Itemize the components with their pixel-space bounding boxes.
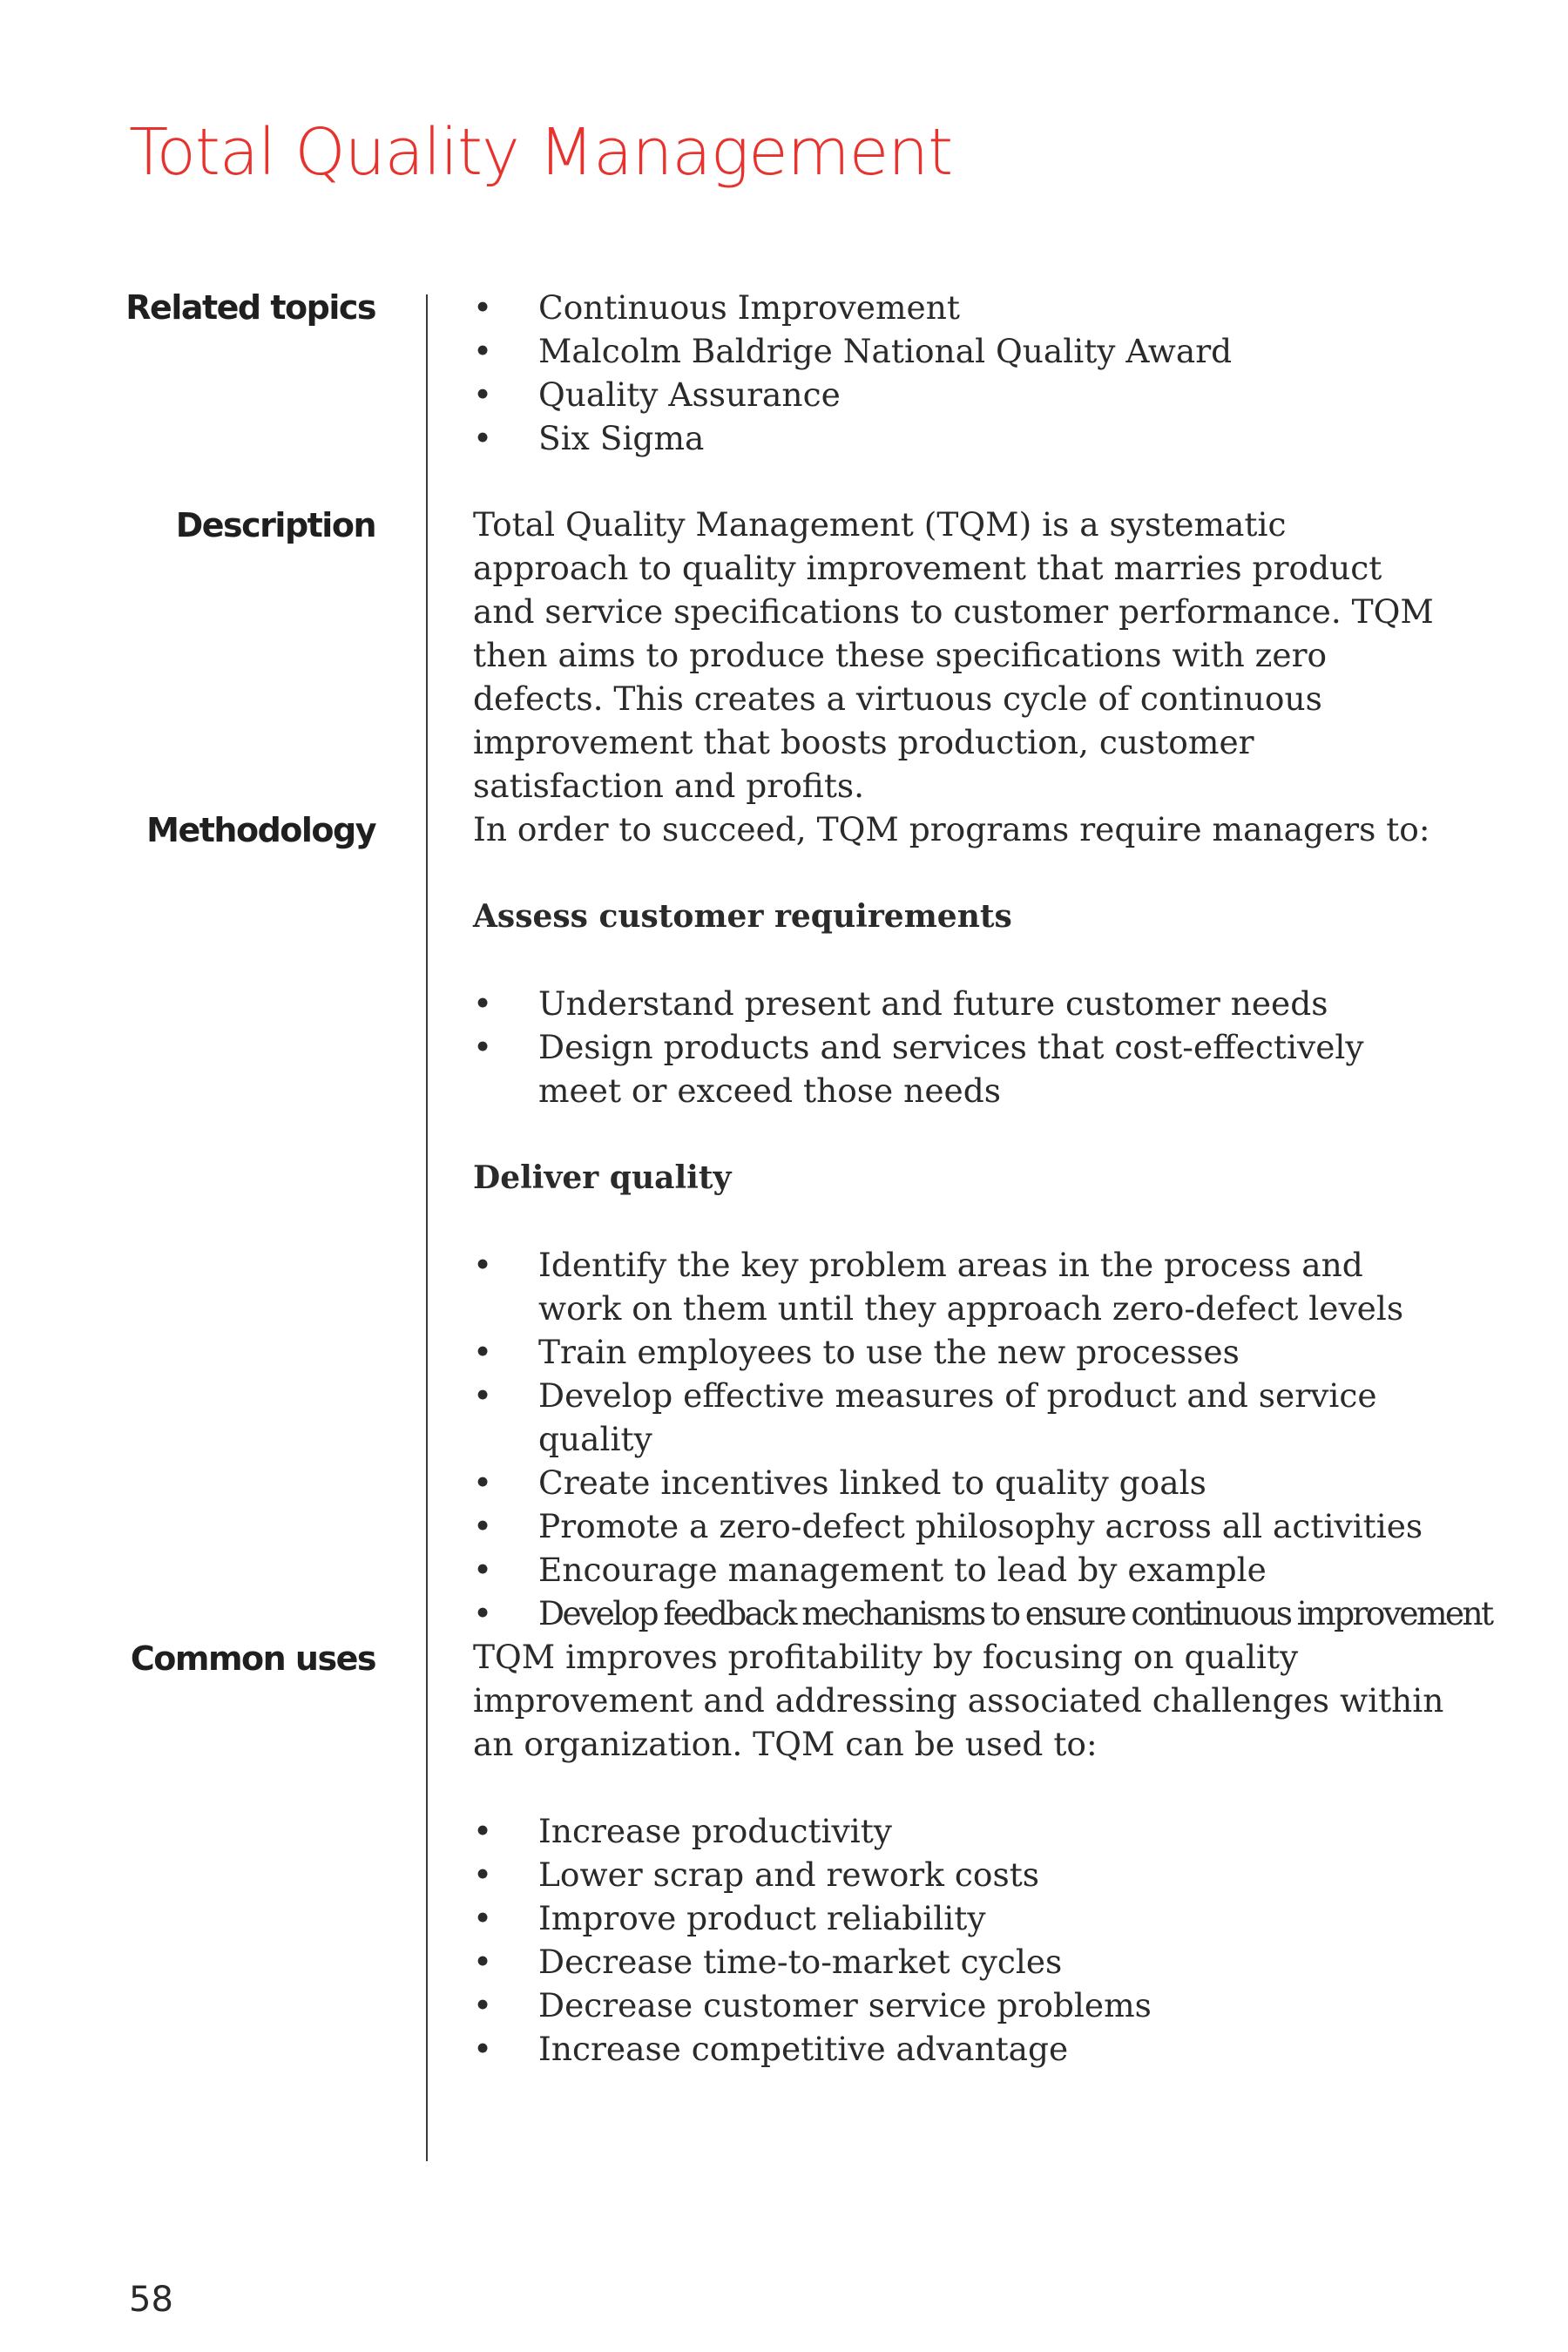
description-text: Total Quality Management (TQM) is a systematic approach to quality improvement that marries product and service specifications to customer performance. TQM then aims to produce these specifications with zero defects. This creates a virtuous cycle of continuous improvement that boosts production, customer satisfaction and profits.	[473, 505, 1434, 805]
label-description: Description	[175, 506, 375, 544]
label-related-topics: Related topics	[125, 288, 375, 327]
deliver-list	[473, 1243, 1492, 1635]
bullet-icon: •	[473, 1812, 493, 1850]
bullet-icon: •	[473, 1376, 493, 1415]
list-item: • Lower scrap and rework costs	[473, 1853, 1449, 1896]
label-methodology: Methodology	[146, 811, 375, 849]
bullet-icon: •	[473, 375, 493, 414]
list-item: • Create incentives linked to quality goals	[473, 1461, 1449, 1504]
methodology-intro: In order to succeed, TQM programs require managers to:	[473, 810, 1430, 848]
bullet-icon: •	[473, 1463, 493, 1502]
bullet-icon: •	[473, 1507, 493, 1545]
section-divider-line	[426, 294, 428, 2161]
bullet-icon: •	[473, 1943, 493, 1981]
list-item: • Increase productivity	[473, 1809, 1449, 1853]
list-item: • Six Sigma	[473, 416, 1449, 460]
bullet-icon: •	[473, 288, 493, 327]
bullet-icon: •	[473, 2030, 493, 2068]
related-topics-list	[473, 286, 1449, 460]
list-item: • Design products and services that cost-effectively meet or exceed those needs	[473, 1025, 1449, 1112]
list-item: • Decrease customer service problems	[473, 1984, 1449, 2027]
list-item: • Continuous Improvement	[473, 286, 1449, 329]
bullet-icon: •	[473, 332, 493, 370]
deliver-heading: Deliver quality	[473, 1159, 732, 1196]
page-title: Total Quality Management	[129, 115, 953, 190]
bullet-icon: •	[473, 984, 493, 1023]
assess-heading: Assess customer requirements	[473, 898, 1012, 935]
list-item: • Improve product reliability	[473, 1896, 1449, 1940]
list-item: • Understand present and future customer needs	[473, 982, 1449, 1025]
list-item: • Increase competitive advantage	[473, 2027, 1449, 2071]
label-common-uses: Common uses	[130, 1639, 375, 1678]
bullet-icon: •	[473, 1028, 493, 1066]
bullet-icon: •	[473, 1855, 493, 1894]
list-item: • Develop effective measures of product and service quality	[473, 1374, 1449, 1461]
list-item: • Decrease time-to-market cycles	[473, 1940, 1449, 1984]
common-uses-intro: TQM improves profitability by focusing on quality improvement and addressing associated challenges within an organization. TQM can be used to:	[473, 1638, 1444, 1763]
related-topics-list-block	[473, 286, 1449, 460]
bullet-icon: •	[473, 1551, 493, 1589]
bullet-icon: •	[473, 1594, 493, 1632]
bullet-icon: •	[473, 419, 493, 457]
bullet-icon: •	[473, 1333, 493, 1371]
list-item: • Train employees to use the new processes	[473, 1330, 1449, 1374]
description-block	[473, 503, 1449, 808]
list-item: • Promote a zero-defect philosophy across all activities	[473, 1504, 1449, 1548]
common-uses-list	[473, 1809, 1449, 2071]
list-item: • Develop feedback mechanisms to ensure continuous improvement	[473, 1592, 1449, 1635]
list-item: • Malcolm Baldrige National Quality Award	[473, 329, 1449, 373]
bullet-icon: •	[473, 1986, 493, 2024]
bullet-icon: •	[473, 1246, 493, 1284]
bullet-icon: •	[473, 1899, 493, 1937]
common-uses-block	[473, 1635, 1449, 2071]
list-item: • Quality Assurance	[473, 373, 1449, 416]
list-item: • Encourage management to lead by example	[473, 1548, 1449, 1592]
page-number: 58	[129, 2280, 173, 2320]
assess-list	[473, 982, 1449, 1112]
list-item: • Identify the key problem areas in the process and work on them until they approach zero-defect levels	[473, 1243, 1449, 1330]
methodology-block	[473, 808, 1492, 1635]
